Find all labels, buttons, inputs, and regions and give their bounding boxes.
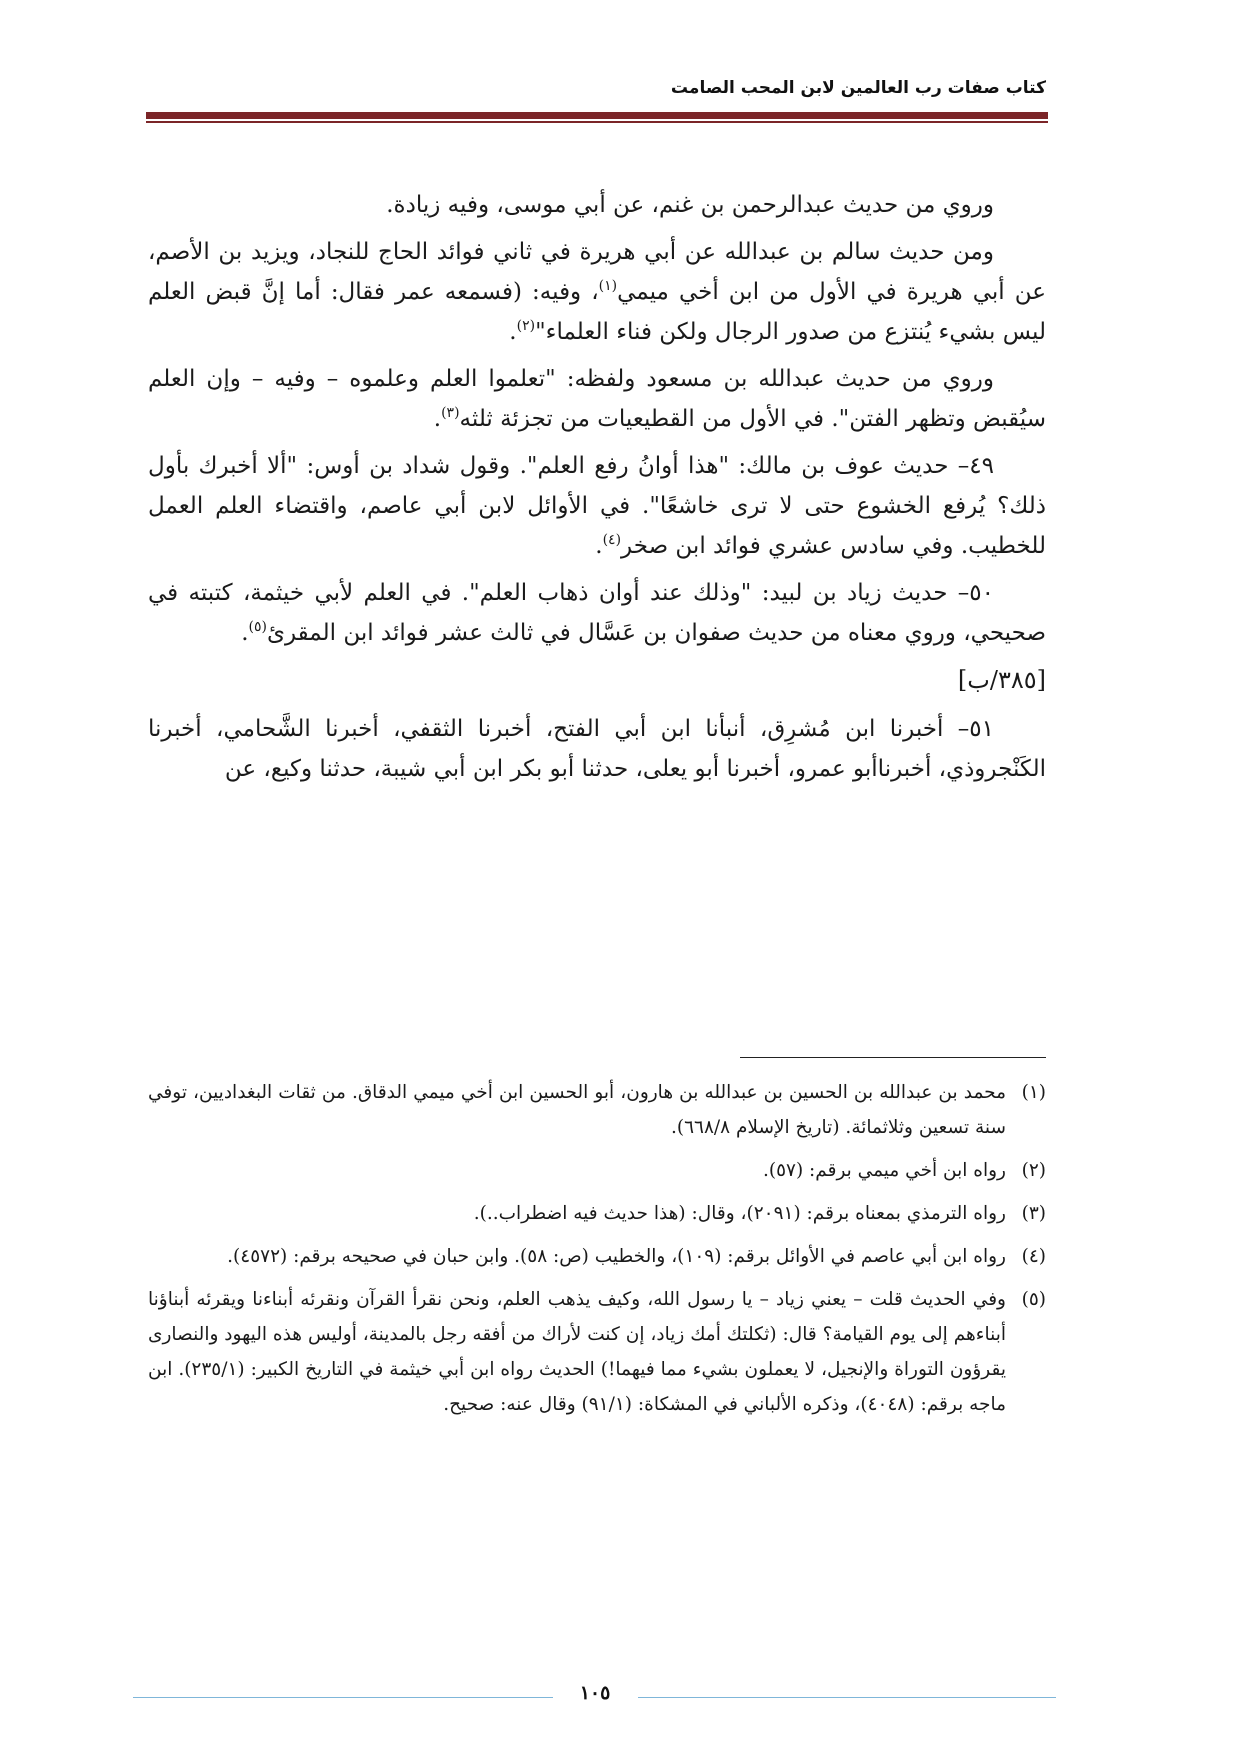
footnote-separator: [740, 1057, 1046, 1058]
paragraph-text: .: [595, 533, 603, 559]
paragraph-text: ومن حديث سالم بن عبدالله عن أبي هريرة في ثاني فوائد الحاج للنجاد، ويزيد بن الأصم، عن أبي هريرة في الأول من ابن أخي ميمي: [148, 239, 1046, 305]
header-rule-thin: [146, 121, 1048, 123]
paragraph-text: .: [509, 319, 517, 345]
paragraph: [148, 446, 1046, 566]
footnote-marker[interactable]: (٣): [441, 405, 460, 421]
paragraph-text: .: [433, 406, 442, 432]
footnote-text: وفي الحديث قلت – يعني زياد – يا رسول الله، وكيف يذهب العلم، ونحن نقرأ القرآن ونقرئه أبناءنا ويقرئه أبناؤنا أبناءهم إلى يوم القيامة؟ قال: (ثكلتك أمك زياد، إن كنت لأراك من أفقه رجل بالمدينة، أوليس هذه اليهود والنصارى يقرؤون التوراة والإنجيل، لا يعملون بشيء مما فيهما!) الحديث رواه ابن أبي خيثمة في التاريخ الكبير: (٢٣٥/١). ابن ماجه برقم: (٤٠٤٨)، وذكره الألباني في المشكاة: (٩١/١) وقال عنه: صحيح.: [148, 1289, 1006, 1415]
footnote-number: (٣): [1021, 1203, 1046, 1224]
main-text: [148, 185, 1046, 796]
paragraph: [148, 185, 1046, 225]
paragraph-text: ٥٠– حديث زياد بن لبيد: "وذلك عند أوان ذهاب العلم". في العلم لأبي خيثمة، كتبته في صحيحي، وروي معناه من حديث صفوان بن عَسَّال في ثالث عشر فوائد ابن المقرئ: [148, 580, 1046, 646]
paragraph-text: .: [241, 620, 249, 646]
folio-marker: [٣٨٥/ب]: [957, 666, 1046, 694]
footnote-marker[interactable]: (١): [598, 278, 618, 294]
footnote-text: محمد بن عبدالله بن الحسين بن عبدالله بن هارون، أبو الحسين ابن أخي ميمي الدقاق. من ثقات البغداديين، توفي سنة تسعين وثلاثمائة. (تاريخ الإسلام ٦٦٨/٨).: [148, 1082, 1006, 1138]
footnote-number: (١): [1021, 1082, 1046, 1103]
footnote-number: (٥): [1021, 1289, 1046, 1310]
footnote-text: رواه ابن أخي ميمي برقم: (٥٧).: [762, 1160, 1006, 1181]
footnote-number: (٢): [1021, 1160, 1046, 1181]
paragraph: [148, 232, 1046, 352]
paragraph-text: وروي من حديث عبدالرحمن بن غنم، عن أبي موسى، وفيه زيادة.: [386, 192, 994, 218]
footnote: [148, 1239, 1046, 1274]
paragraph: [148, 573, 1046, 653]
footer-rule: [638, 1697, 1056, 1698]
paragraph-text: وروي من حديث عبدالله بن مسعود ولفظه: "تعلموا العلم وعلموه – وفيه – وإن العلم سيُقبض وتظهر الفتن". في الأول من القطيعيات من تجزئة ثلثه: [148, 366, 1046, 432]
footnote: [148, 1075, 1046, 1145]
paragraph-text: ٥١– أخبرنا ابن مُشرِق، أنبأنا ابن أبي الفتح، أخبرنا الثقفي، أخبرنا الشَّحامي، أخبرنا الكَنْجروذي، أخبرناأبو عمرو، أخبرنا أبو يعلى، حدثنا أبو بكر ابن أبي شيبة، حدثنا وكيع، عن: [148, 716, 1046, 782]
footnote-marker[interactable]: (٢): [516, 318, 536, 334]
paragraph-text: ، وفيه: (فسمعه عمر فقال: أما إنَّ قبض العلم ليس بشيء يُنتزع من صدور الرجال ولكن فناء العلماء": [148, 279, 1046, 345]
paragraph: [148, 709, 1046, 789]
footnote-marker[interactable]: (٤): [602, 532, 622, 548]
footnote: [148, 1196, 1046, 1231]
paragraph: [148, 359, 1046, 439]
header-rule: [146, 112, 1048, 119]
footnote-number: (٤): [1021, 1246, 1046, 1267]
paragraph-text: ٤٩– حديث عوف بن مالك: "هذا أوانُ رفع العلم". وقول شداد بن أوس: "ألا أخبرك بأول ذلك؟ يُرفع الخشوع حتى لا ترى خاشعًا". في الأوائل لابن أبي عاصم، واقتضاء العلم العمل للخطيب. وفي سادس عشري فوائد ابن صخر: [148, 453, 1046, 559]
footer-rule: [133, 1697, 553, 1698]
page-number: ١٠٥: [579, 1682, 611, 1704]
footnote: [148, 1282, 1046, 1422]
footnote-text: رواه ابن أبي عاصم في الأوائل برقم: (١٠٩)، والخطيب (ص: ٥٨). وابن حبان في صحيحه برقم: (٤٥٧٢).: [227, 1246, 1006, 1267]
footnote: [148, 1153, 1046, 1188]
footnote-text: رواه الترمذي بمعناه برقم: (٢٠٩١)، وقال: (هذا حديث فيه اضطراب..).: [473, 1203, 1006, 1224]
footnotes: [148, 1075, 1046, 1430]
running-header: كتاب صفات رب العالمين لابن المحب الصامت: [670, 78, 1046, 98]
footnote-marker[interactable]: (٥): [248, 619, 267, 635]
